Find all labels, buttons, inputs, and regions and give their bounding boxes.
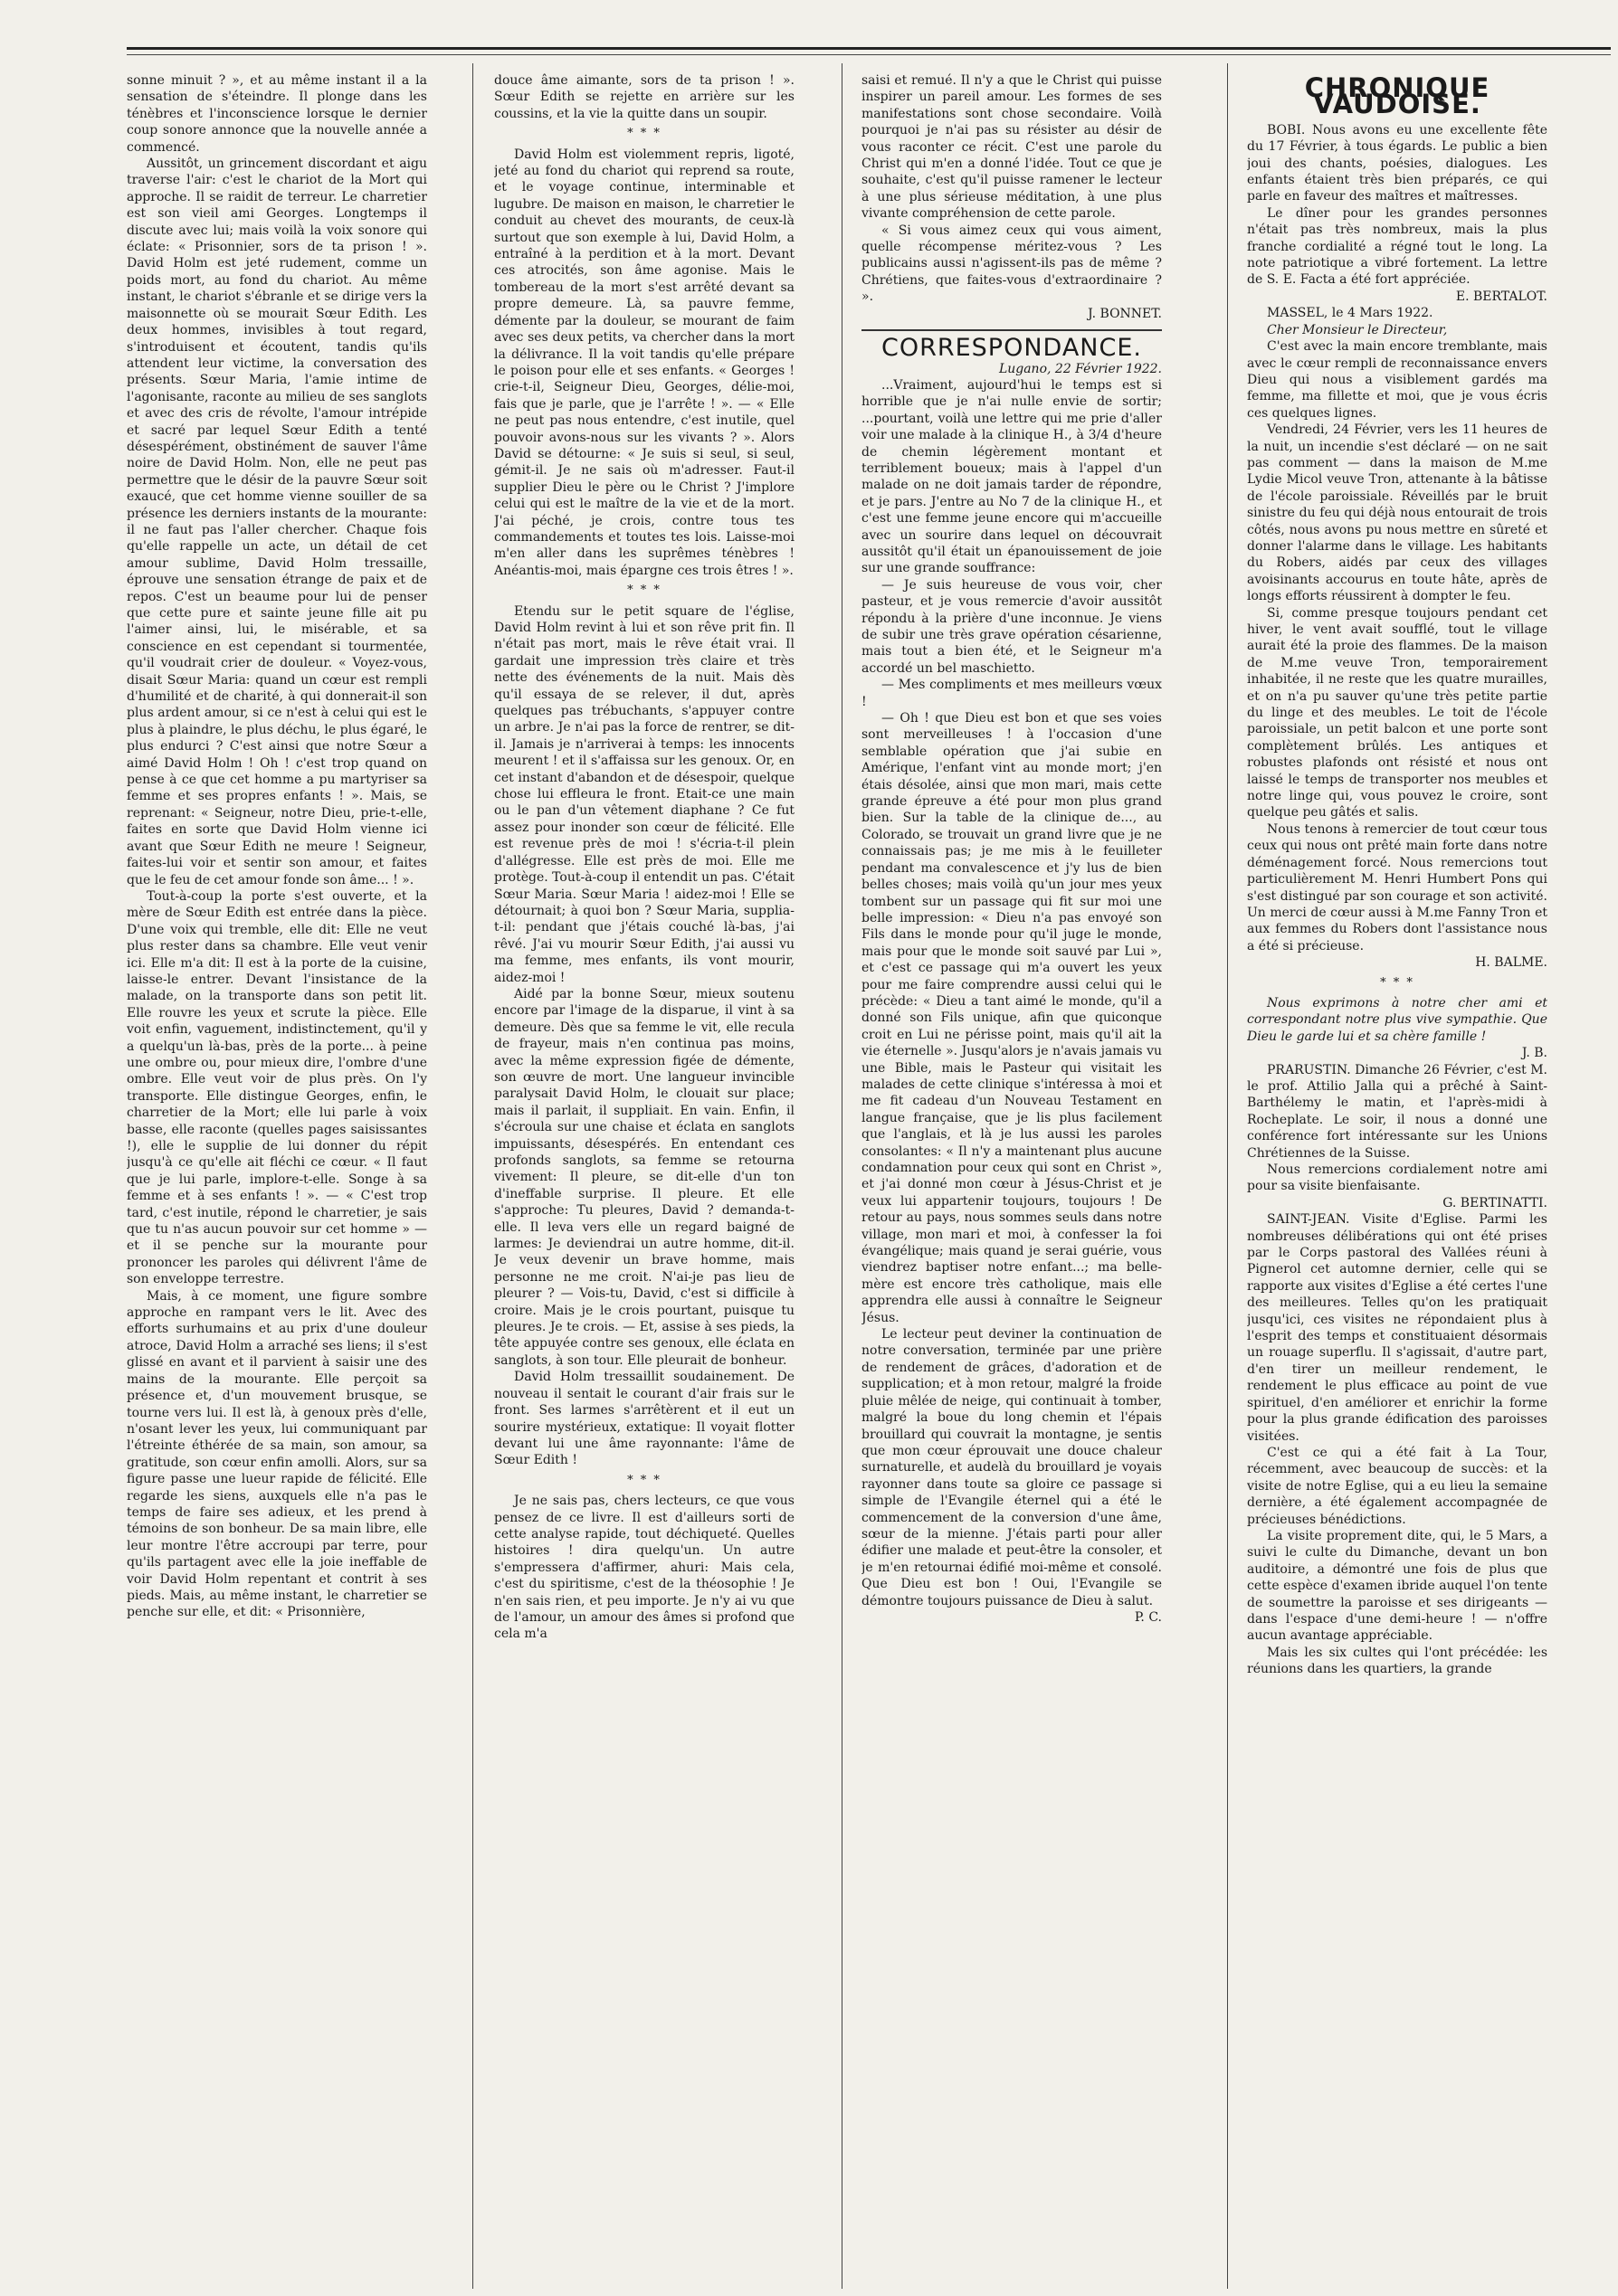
section-rule <box>861 329 1162 331</box>
section-separator: * * * <box>627 583 661 598</box>
paragraph: Je ne sais pas, chers lecteurs, ce que vous pensez de ce livre. Il est d'ailleurs sorti de cette analyse rapide, tout déchiqueté. Quelles histoires ! dira quelqu'un. Un autre s'empressera d'affirmer, ahuri: Mais cela, c'est du spiritisme, c'est de la théosophie ! Je n'en sais rien, et peu importe. Je n'y ai vu que de l'amour, un amour des âmes si profond que cela m'a <box>494 1494 795 1642</box>
paragraph: La visite proprement dite, qui, le 5 Mars, a suivi le culte du Dimanche, devant un bon auditoire, a démontré une fois de plus que cette espèce d'examen ibride auquel l'on tente de soumettre la paroisse et ses dirigeants — dans l'espace d'une demi-heure ! — n'offre aucun avantage appréciable. <box>1247 1528 1547 1644</box>
paragraph: Nous remercions cordialement notre ami pour sa visite bienfaisante. <box>1247 1162 1547 1194</box>
signature: H. BALME. <box>1475 955 1547 971</box>
paragraph: Aussitôt, un grincement discordant et aigu traverse l'air: c'est le chariot de la Mort qui approche. Il se raidit de terreur. Le charretier est son vieil ami Georges. Longtemps il discute avec lui; mais voilà la voix sonore qui éclate: « Prisonnier, sors de ta prison ! ». David Holm est jeté rudement, comme un poids mort, au fond du chariot. Au même instant, le chariot s'ébranle et se dirige vers la maisonnette où se mourait Sœur Edith. Les deux hommes, invisibles à tout regard, s'introduisent et écoutent, tandis qu'ils attendent leur victime, la conversation des présents. Sœur Maria, l'amie intime de l'agonisante, raconte au milieu de ses sanglots et avec des cris de révolte, l'amour intrépide et sacré par lequel Sœur Edith a tenté désespérément, obstinément de sauver l'âme noire de David Holm. Non, elle ne peut pas permettre que le désir de la pauvre Sœur soit exaucé, que cet homme vienne souiller de sa présence les derniers instants de la mourante: il ne faut pas l'aller chercher. Chaque fois qu'elle rappelle un acte, un détail de cet amour sublime, David Holm tressaille, éprouve une sensation étrange de paix et de repos. C'est un beaume pour lui de penser que cette pure et sainte jeune fille ait pu l'aimer ainsi, lui, le misérable, et sa conscience en est cependant si tourmentée, qu'il voudrait crier de douleur. « Voyez-vous, disait Sœur Maria: quand un cœur est rempli d'humilité et de charité, à qui donnerait-il son plus ardent amour, si ce n'est à celui qui est le plus à plaindre, le plus déchu, le plus égaré, le plus endurci ? C'est ainsi que notre Sœur a aimé David Holm ! Oh ! c'est trop quand on pense à ce que cet homme a pu martyriser sa femme et ses propres enfants ! ». Mais, se reprenant: « Seigneur, notre Dieu, prie-t-elle, faites en sorte que David Holm vienne ici avant que Sœur Edith ne meure ! Seigneur, faites-lui voir et sentir son amour, et faites que le feu de cet amour fonde son âme... ! ». <box>127 157 427 887</box>
paragraph: Tout-à-coup la porte s'est ouverte, et la mère de Sœur Edith est entrée dans la pièce. D'une voix qui tremble, elle dit: Elle ne veut plus rester dans sa chambre. Elle veut venir ici. Elle m'a dit: Il est à la porte de la cuisine, laisse-le entrer. Devant l'insistance de la malade, on la transporte dans son petit lit. Elle rouvre les yeux et scrute la pièce. Elle voit enfin, vaguement, indistinctement, qu'il y a quelqu'un là-bas, près de la porte... à peine une ombre ou, pour mieux dire, l'ombre d'une ombre. Elle veut voir de plus près. On l'y transporte. Elle distingue Georges, enfin, le charretier de la Mort; elle lui parle à voix basse, elle raconte (quelles pages saisissantes !), elle le supplie de lui donner du répit jusqu'à ce qu'elle ait fléchi ce cœur. « Il faut que je lui parle, implore-t-elle. Songe à sa femme et à ses enfants ! ». — « C'est trop tard, c'est inutile, répond le charretier, je sais que tu n'as aucun pouvoir sur cet homme » — et il se penche sur la mourante pour prononcer les paroles qui délivrent l'âme de son enveloppe terrestre. <box>127 888 427 1287</box>
paragraph: Mais, à ce moment, une figure sombre approche en rampant vers le lit. Avec des efforts surhumains et au prix d'une douleur atroce, David Holm a arraché ses liens; il s'est glissé en avant et il parvient à saisir une des mains de la mourante. Elle perçoit sa présence et, d'un mouvement brusque, se tourne vers lui. Il est là, à genoux près d'elle, n'osant lever les yeux, lui communiquant par l'étreinte éthérée de sa main, son amour, sa gratitude, son cœur enfin amolli. Alors, sur sa figure passe une lueur rapide de félicité. Elle regarde les siens, auxquels elle n'a pas le temps de faire ses adieux, et les prend à témoins de son bonheur. De sa main libre, elle leur montre l'être accroupi par terre, pour qu'ils partagent avec elle la joie ineffable de voir David Holm repentant et contrit à ses pieds. Mais, au même instant, le charretier se penche sur elle, et dit: « Prisonnière, <box>127 1288 427 1620</box>
salutation: Cher Monsieur le Directeur, <box>1267 322 1448 337</box>
paragraph: — Mes compliments et mes meilleurs vœux ! <box>861 678 1162 709</box>
paragraph: David Holm tressaillit soudainement. De nouveau il sentait le courant d'air frais sur le front. Ses larmes s'arrêtèrent et il eut un sourire mystérieux, extatique: Il voyait flotter devant lui une âme rayonnante: l'âme de Sœur Edith ! <box>494 1370 795 1468</box>
paragraph: David Holm est violemment repris, ligoté, jeté au fond du chariot qui reprend sa route, et le voyage continue, interminable et lugubre. De maison en maison, le charretier le conduit au chevet des mourants, de ceux-là surtout que son exemple à lui, David Holm, a entraîné à la perdition et à la mort. Devant ces atrocités, son âme agonise. Mais le tombereau de la mort s'est arrêté devant sa propre demeure. Là, sa pauvre femme, démente par la douleur, se mourant de faim avec ses deux petits, va chercher dans la mort la délivrance. Il la voit tandis qu'elle prépare le poison pour elle et ses enfants. « Georges ! crie-t-il, Seigneur Dieu, Georges, délie-moi, fais que je parle, que je l'arrête ! ». — « Elle ne peut pas nous entendre, c'est inutile, quel pouvoir avons-nous sur les vivants ? ». Alors David se détourne: « Je suis si seul, si seul, gémit-il. Je ne sais où m'adresser. Faut-il supplier Dieu le père ou le Christ ? J'implore celui qui est le maître de la vie et de la mort. J'ai péché, je crois, contre tous tes commandements et toutes tes lois. Laisse-moi m'en aller dans les suprêmes ténèbres ! Anéantis-moi, mais épargne ces trois êtres ! ». <box>494 147 795 578</box>
editorial-note: Nous exprimons à notre cher ami et correspondant notre plus vive sympathie. Que Dieu le garde lui et sa chère famille ! <box>1247 995 1547 1044</box>
signature: G. BERTINATTI. <box>1442 1195 1547 1210</box>
signature: P. C. <box>1134 1609 1162 1625</box>
signature: E. BERTALOT. <box>1455 289 1547 304</box>
paragraph: Aidé par la bonne Sœur, mieux soutenu encore par l'image de la disparue, il vint à sa demeure. Dès que sa femme le vit, elle recula de frayeur, mais n'en continua pas moins, avec la même expression figée de démente, son œuvre de mort. Une langueur invincible paralysait David Holm, le clouait sur place; mais il parlait, il suppliait. En vain. Enfin, il s'écroula sur une chaise et éclata en sanglots impuissants, désespérés. En entendant ces profonds sanglots, sa femme se retourna vivement: Il pleure, se dit-elle d'un ton d'ineffable surprise. Il pleure. Et elle s'approche: Tu pleures, David ? demanda-t-elle. Il leva vers elle un regard baigné de larmes: Je deviendrai un autre homme, dit-il. Je veux devenir un brave homme, mais personne ne me croit. N'ai-je pas lieu de pleurer ? — Vois-tu, David, c'est si difficile à croire. Mais je le crois pourtant, puisque tu pleures. Je te crois. — Et, assise à ses pieds, la tête appuyée contre ses genoux, elle éclata en sanglots, à son tour. Elle pleurait de bonheur. <box>494 986 795 1368</box>
paragraph: C'est avec la main encore tremblante, mais avec le cœur rempli de reconnaissance envers Dieu qui nous a visiblement gardés ma femme, ma fillette et moi, que je vous écris ces quelques lignes. <box>1247 339 1547 421</box>
dateline: Lugano, 22 Février 1922. <box>998 361 1162 376</box>
paragraph: Le dîner pour les grandes personnes n'était pas très nombreux, mais la plus franche cordialité a régné tout le long. La note patriotique a vibré fortement. La lettre de S. E. Facta a été fort appréciée. <box>1247 205 1547 288</box>
paragraph: Si, comme presque toujours pendant cet hiver, le vent avait soufflé, tout le village aurait été la proie des flammes. De la maison de M.me veuve Tron, temporairement inhabitée, il ne reste que les quatre murailles, et on n'a pu sauver qu'une très petite partie du linge et des meubles. Le toit de l'école paroissiale, un petit balcon et une porte sont complètement brûlés. Les antiques et robustes plafonds ont résisté et nous ont laissé le temps de transporter nos meubles et notre linge qui, vous pouvez le croire, sont quelque peu gâtés et salis. <box>1247 605 1547 821</box>
top-rule <box>127 47 1611 50</box>
paragraph: Nous tenons à remercier de tout cœur tous ceux qui nous ont prêté main forte dans notre déménagement forcé. Nous remercions tout particulièrement M. Henri Humbert Pons qui s'est distingué par son courage et son activité. Un merci de cœur aussi à M.me Fanny Tron et aux femmes du Robers dont l'assistance nous a été si précieuse. <box>1247 821 1547 954</box>
paragraph: MASSEL, le 4 Mars 1922. <box>1267 306 1433 321</box>
column-divider <box>1227 63 1228 2289</box>
paragraph: C'est ce qui a été fait à La Tour, récemment, avec beaucoup de succès: et la visite de notre Eglise, qui a eu lieu la semaine dernière, a été également accompagnée de précieuses bénédictions. <box>1247 1445 1547 1527</box>
signature: J. BONNET. <box>1088 306 1162 321</box>
signature: J. B. <box>1521 1046 1547 1061</box>
paragraph: Etendu sur le petit square de l'église, David Holm revint à lui et son rêve prit fin. Il n'était pas mort, mais le rêve était vrai. Il gardait une impression très claire et très nette des événements de la nuit. Mais dès qu'il essaya de se relever, il dut, après quelques pas trébuchants, s'appuyer contre un arbre. Je n'ai pas la force de rentrer, se dit-il. Jamais je n'arriverai à temps: les innocents meurent ! et il s'affaissa sur les genoux. Or, en cet instant d'abandon et de désespoir, quelque chose lui effleura le front. Etait-ce une main ou le pan d'un vêtement diaphane ? Ce fut assez pour inonder son cœur de félicité. Elle est revenue près de moi ! s'écria-t-il plein d'allégresse. Elle est près de moi. Elle me protège. Tout-à-coup il entendit un pas. C'était Sœur Maria. Sœur Maria ! aidez-moi ! Elle se détournait; à quoi bon ? Sœur Maria, supplia-t-il: pendant que j'étais couché là-bas, j'ai rêvé. J'ai vu mourir Sœur Edith, j'ai aussi vu ma femme, mes enfants, ils vont mourir, aidez-moi ! <box>494 603 795 985</box>
section-separator: * * * <box>627 127 661 141</box>
top-rule-thin <box>127 54 1611 55</box>
paragraph: — Je suis heureuse de vous voir, cher pasteur, et je vous remercie d'avoir aussitôt répondu à la prière d'une inconnue. Je viens de subir une très grave opération césarienne, mais tout a bien été, et le Seigneur m'a accordé un bel maschietto. <box>861 577 1162 676</box>
column-divider <box>472 63 473 2289</box>
paragraph: « Si vous aimez ceux qui vous aiment, quelle récompense méritez-vous ? Les publicains aussi n'agissent-ils pas de même ? Chrétiens, que faites-vous d'extraordinaire ? ». <box>861 223 1162 305</box>
paragraph: Vendredi, 24 Février, vers les 11 heures de la nuit, un incendie s'est déclaré — on ne sait pas comment — dans la maison de M.me Lydie Micol veuve Tron, attenante à la bâtisse de l'école paroissiale. Réveillés par le bruit sinistre du feu qui déjà nous entourait de trois côtés, nous avons pu nous mettre en sûreté et donner l'alarme dans le village. Les habitants du Robers, aidés par ceux des villages avoisinants accourus en toute hâte, après de longs efforts réussirent à dompter le feu. <box>1247 422 1547 604</box>
column-1 <box>127 72 427 2280</box>
section-heading: CHRONIQUE VAUDOISE. <box>1304 72 1490 120</box>
paragraph: SAINT-JEAN. Visite d'Eglise. Parmi les nombreuses délibérations qui ont été prises par le Corps pastoral des Vallées réuni à Pignerol cet automne dernier, celle qui se rapporte aux visites d'Eglise a été certes l'une des meilleures. Telles qu'on les pratiquait jusqu'ici, ces visites ne répondaient plus à l'esprit des temps et constituaient désormais un rouage superflu. Il s'agissait, d'autre part, d'en tirer un meilleur rendement, le rendement le plus efficace au point de vue spirituel, d'en améliorer et enrichir la forme pour la plus grande édification des paroisses visitées. <box>1247 1212 1547 1444</box>
paragraph: Mais les six cultes qui l'ont précédée: les réunions dans les quartiers, la grande <box>1247 1645 1547 1677</box>
paragraph: saisi et remué. Il n'y a que le Christ qui puisse inspirer un pareil amour. Les formes de ses manifestations sont chose secondaire. Voilà pourquoi je n'ai pas su résister au désir de vous raconter ce récit. C'est une parole du Christ qui m'en a donné l'idée. Tout ce que je souhaite, c'est qu'il puisse ramener le lecteur à une plus sérieuse méditation, à une plus vivante compréhension de cette parole. <box>861 73 1162 222</box>
column-3 <box>861 72 1162 2280</box>
paragraph: ...Vraiment, aujourd'hui le temps est si horrible que je n'ai nulle envie de sortir; ...pourtant, voilà une lettre qui me prie d'aller voir une malade à la clinique H., à 3/4 d'heure de chemin légèrement montant et terriblement boueux; mais à l'appel d'un malade on ne doit jamais tarder de répondre, et je pars. J'entre au No 7 de la clinique H., et c'est une femme jeune encore qui m'accueille avec un sourire dans lequel on découvrait aussitôt qu'il était un épanouissement de joie sur une grande souffrance: <box>861 377 1162 576</box>
paragraph: sonne minuit ? », et au même instant il a la sensation de s'éteindre. Il plonge dans les ténèbres et l'inconscience lorsque le dernier coup sonore annonce que la nouvelle année a commencé. <box>127 73 427 155</box>
paragraph: BOBI. Nous avons eu une excellente fête du 17 Février, à tous égards. Le public a bien joui des chants, poésies, dialogues. Les enfants étaient très bien préparés, ce qui parle en faveur des maîtres et maîtresses. <box>1247 122 1547 204</box>
section-heading: CORRESPONDANCE. <box>880 334 1143 363</box>
paragraph: — Oh ! que Dieu est bon et que ses voies sont merveilleuses ! à l'occasion d'une semblable opération que j'ai subie en Amérique, l'enfant vint au monde mort; j'en étais désolée, ainsi que mon mari, mais cette grande épreuve a été pour mon plus grand bien. Sur la table de la clinique de..., au Colorado, se trouvait un grand livre que je ne connaissais pas; je me mis à le feuilleter pendant ma convalescence et j'y lus de bien belles choses; mais voilà qu'un jour mes yeux tombent sur un passage qui fit sur moi une belle impression: « Dieu n'a pas envoyé son Fils dans le monde pour qu'il juge le monde, mais pour que le monde soit sauvé par Lui », et c'est ce passage qui m'a ouvert les yeux pour me faire comprendre aussi celui qui le précède: « Dieu a tant aimé le monde, qu'il a donné son Fils unique, afin que quiconque croit en Lui ne périsse point, mais qu'il ait la vie éternelle ». Jusqu'alors je n'avais jamais vu une Bible, mais le Pasteur qui visitait les malades de cette clinique s'intéressa à moi et me fit cadeau d'un Nouveau Testament en langue française, que je lis plus facilement que l'anglais, et là je lus aussi les paroles consolantes: « Il n'y a maintenant plus aucune condamnation pour ceux qui sont en Christ », et j'ai donné mon cœur à Jésus-Christ et je veux lui appartenir toujours, toujours ! De retour au pays, nous sommes seuls dans notre village, mon mari et moi, à confesser la foi évangélique; mais quand je serai guérie, vous viendrez baptiser notre enfant...; ma belle-mère est encore très catholique, mais elle apprendra elle aussi à connaître le Seigneur Jésus. <box>861 711 1162 1325</box>
paragraph: douce âme aimante, sors de ta prison ! ». Sœur Edith se rejette en arrière sur les coussins, et la vie la quitte dans un soupir. <box>494 73 795 121</box>
paragraph: PRARUSTIN. Dimanche 26 Février, c'est M. le prof. Attilio Jalla qui a prêché à Saint-Barthélemy le matin, et l'après-midi à Rocheplate. Le soir, il nous a donné une conférence fort intéressante sur les Unions Chrétiennes de la Suisse. <box>1247 1062 1547 1161</box>
column-4 <box>1247 72 1547 2280</box>
column-2 <box>494 72 795 2280</box>
section-separator: * * * <box>1380 975 1414 990</box>
section-separator: * * * <box>627 1473 661 1487</box>
paragraph: Le lecteur peut deviner la continuation de notre conversation, terminée par une prière de rendement de grâces, d'adoration et de supplication; et à mon retour, malgré la froide pluie mêlée de neige, qui continuait à tomber, malgré la boue du long chemin et l'épais brouillard qui couvrait la montagne, je sentis que mon cœur éprouvait une douce chaleur surnaturelle, et audelà du brouillard je voyais rayonner dans toute sa gloire ce passage si simple de l'Evangile éternel qui a été le commencement de la conversion d'une âme, sœur de la mienne. J'étais parti pour aller édifier une malade et peut-être la consoler, et je m'en retournai édifié moi-même et consolé. Que Dieu est bon ! Oui, l'Evangile se démontre toujours puissance de Dieu à salut. <box>861 1327 1162 1608</box>
